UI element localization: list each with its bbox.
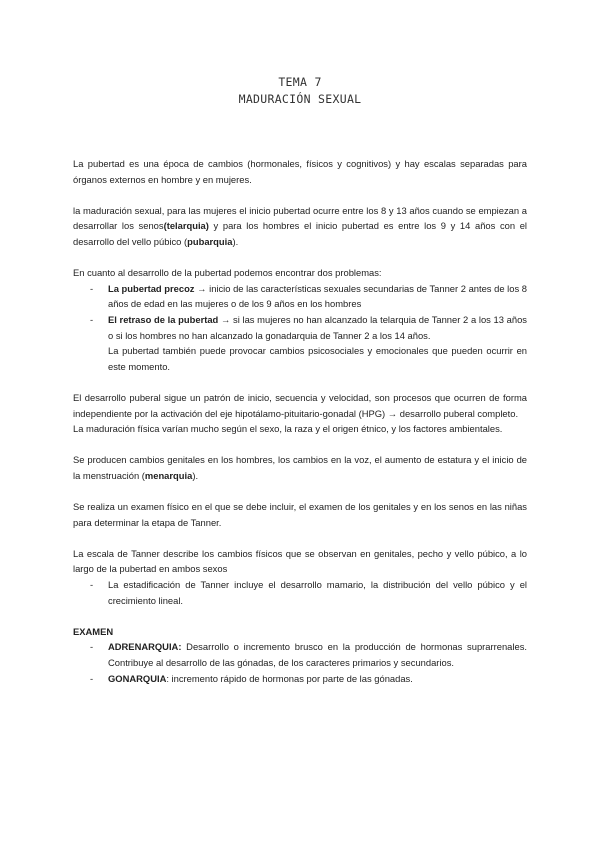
text-segment: ). (232, 235, 239, 247)
paragraph-intro: La pubertad es una época de cambios (hormonales, físicos y cognitivos) y hay escalas separadas para órganos externos en hombre y en mujeres. (73, 158, 527, 185)
list-item (73, 577, 527, 608)
list-item (73, 281, 527, 312)
term-pubarquia: pubarquia (187, 235, 233, 247)
paragraph-examen-fisico: Se realiza un examen físico en el que se debe incluir, el examen de los genitales y en los senos en las niñas para determinar la etapa de Tanner. (73, 501, 527, 528)
section-heading-examen: EXAMEN (73, 625, 114, 637)
list-item-text: La estadificación de Tanner incluye el desarrollo mamario, la distribución del vello púbico y el crecimiento lineal. (108, 579, 527, 606)
term-retraso-pubertad: El retraso de la pubertad (108, 313, 219, 325)
text-segment: Se producen cambios genitales en los hombres, los cambios en la voz, el aumento de estatura y el inicio de la menstruación ( (73, 454, 527, 481)
text-segment: y para los hombres el inicio pubertad es entre los 9 y 14 años con el desarrollo del vello púbico ( (73, 220, 528, 247)
term-gonarquia: GONARQUIA (108, 672, 167, 684)
dash-bullet: - (90, 282, 94, 294)
list-item-text: Desarrollo o incremento brusco en la producción de hormonas suprarrenales. Contribuye al desarrollo de las gónadas, de los caracteres primarios y secundarios. (108, 641, 527, 668)
text-segment: ). (192, 469, 199, 481)
list-item (73, 639, 527, 670)
text-segment: la maduración sexual, para las mujeres el inicio pubertad ocurre entre los 8 y 13 años cuando se empiezan a desarrollar los senos (73, 204, 527, 232)
term-menarquia: menarquia (144, 469, 193, 481)
dash-bullet: - (90, 313, 94, 325)
paragraph-cambios-genitales (73, 452, 527, 483)
topic-subtitle: MADURACIÓN SEXUAL (238, 92, 362, 106)
document-body (73, 156, 527, 702)
dash-bullet: - (90, 641, 94, 653)
term-pubertad-precoz: La pubertad precoz (108, 282, 195, 294)
list-item (73, 671, 527, 687)
list-item (73, 312, 527, 374)
dash-bullet: - (90, 579, 94, 591)
dash-bullet: - (90, 672, 94, 684)
paragraph-maduracion-fisica: La maduración física varían mucho según el sexo, la raza y el origen étnico, y los factores ambientales. (73, 423, 503, 435)
paragraph-maduracion (73, 203, 527, 250)
problems-list (73, 281, 527, 375)
paragraph-desarrollo-puberal: El desarrollo puberal sigue un patrón de inicio, secuencia y velocidad, son procesos que ocurren de forma independiente por la activación del eje hipotálamo-pituitario-gonadal (HPG) → desarrollo puberal completo. (73, 391, 527, 419)
exam-list (73, 639, 527, 686)
term-telarquia: (telarquia) (163, 220, 209, 232)
term-adrenarquia: ADRENARQUIA: (108, 641, 182, 653)
list-item-text: → inicio de las características sexuales secundarias de Tanner 2 antes de los 8 años de edad en las mujeres o de los 9 años en los hombres (108, 282, 527, 310)
tanner-list (73, 577, 527, 608)
list-item-extra: La pubertad también puede provocar cambios psicosociales y emocionales que pueden ocurrir en este momento. (108, 345, 527, 372)
list-item-text: : incremento rápido de hormonas por parte de las gónadas. (166, 672, 413, 684)
title-block (0, 74, 600, 108)
paragraph-escala-tanner: La escala de Tanner describe los cambios físicos que se observan en genitales, pecho y vello púbico, a lo largo de la pubertad en ambos sexos (73, 547, 527, 575)
list-item-text: → si las mujeres no han alcanzado la telarquia de Tanner 2 a los 13 años o si los hombres no han alcanzado la gonadarquia de Tanner 2 a los 14 años. (108, 313, 527, 341)
topic-title: TEMA 7 (278, 75, 322, 89)
paragraph-problemas-intro: En cuanto al desarrollo de la pubertad podemos encontrar dos problemas: (73, 267, 382, 279)
